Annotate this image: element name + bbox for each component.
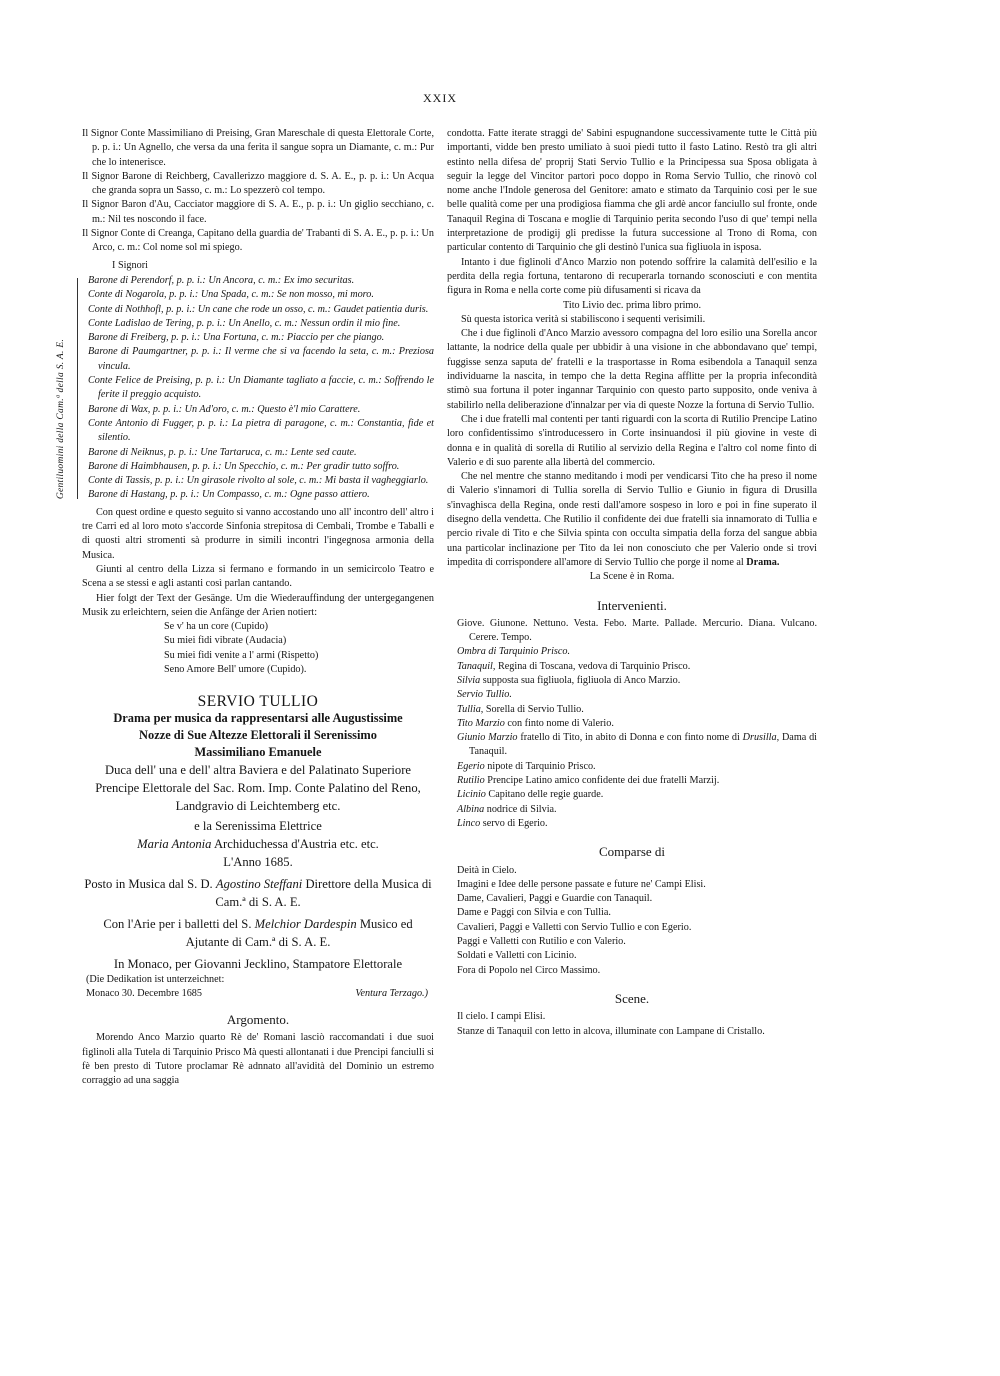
list-item: Egerio nipote di Tarquinio Prisco. (457, 760, 596, 772)
body-paragraph: Che i due fratelli mal contenti per tanti riguardi con la scorta di Rutilio Prencipe Latino loro confidentissimo s'introducessero in Corte insinuandosi il più giovine in veste di donna e in qualità di sorella di Rutilio al servizio della Regina e l'altro col nome finto di Valerio e di suo parente alla libertà del commercio. (447, 413, 817, 468)
dedication-line: Monaco 30. Decembre 1685 Ventura Terzago.) (86, 987, 428, 999)
list-item: Se v' ha un core (Cupido) (164, 621, 268, 633)
list-item: Barone di Haimbhausen, p. p. i.: Un Specchio, c. m.: Per gradir tutto soffro. (88, 460, 400, 472)
list-item: Rutilio Prencipe Latino amico confidente dei due fratelli Marzij. (457, 775, 720, 787)
list-item: Su miei fidi vibrate (Audacia) (164, 635, 287, 647)
signori-heading: I Signori (112, 259, 148, 271)
posto-line: Posto in Musica dal S. D. Agostino Steffani Direttore della Musica di Cam.ª di S. A. E. (84, 876, 432, 909)
drama-bold-word: Drama. (746, 556, 780, 568)
list-item: Imagini e Idee delle persone passate e future ne' Campi Elisi. (457, 878, 706, 890)
gentiluomini-side-label: Gentiluomini della Cam.ª della S. A. E. (56, 338, 66, 500)
list-item: Tanaquil, Regina di Toscana, vedova di Tarquinio Prisco. (457, 660, 691, 672)
list-item: Cavalieri, Paggi e Valletti con Servio Tullio e con Egerio. (457, 921, 692, 933)
arie-line: Con l'Arie per i balletti del S. Melchior Dardespin Musico ed Ajutante di Cam.ª di S. A. E. (103, 916, 413, 949)
list-item: Silvia supposta sua figliuola, figliuola di Anco Marzio. (457, 674, 681, 686)
list-item: Conte di Nogarola, p. p. i.: Una Spada, c. m.: Se non mosso, mi moro. (88, 289, 374, 301)
list-item: Albina nodrice di Silvia. (457, 803, 557, 815)
la-scena: La Scene è in Roma. (589, 571, 675, 583)
list-item: Barone di Neiknus, p. p. i.: Une Tartaruca, c. m.: Lente sed caute. (88, 446, 357, 458)
serenissima-text: e la Serenissima Elettrice (194, 818, 322, 833)
list-item: Stanze di Tanaquil con letto in alcova, illuminate con Lampane di Cristallo. (457, 1025, 765, 1037)
drama-subtitle: Drama per musica da rappresentarsi alle Augustissime (113, 710, 403, 725)
list-item: Conte di Nothhofl, p. p. i.: Un cane che rode un osso, c. m.: Gaudet patientia duris. (88, 303, 429, 315)
intro-paragraph: Il Signor Conte di Creanga, Capitano della guardia de' Trabanti di S. A. E., p. p. i.: Un Arco, c. m.: Col nome sol mi spiego. (82, 228, 434, 254)
list-item: Tito Marzio con finto nome di Valerio. (457, 717, 614, 729)
list-item: Paggi e Valletti con Rutilio e con Valerio. (457, 936, 626, 948)
body-paragraph: Intanto i due figlinoli d'Anco Marzio non potendo soffrire la calamità dell'esilio e la perdita della regia fortuna, tentarono di recuperarla tornando sconosciuti e con mentita figura in Roma e nella corte come più difusamenti si ricava da (447, 256, 817, 297)
argomento-heading: Argomento. (226, 1012, 290, 1028)
comparse-list (447, 864, 817, 978)
body-paragraph: Giunti al centro della Lizza si fermano e formando in un semicircolo Teatro e Scena a se stessi e agli astanti così parlan cantando. (82, 563, 434, 590)
drama-title: SERVIO TULLIO (197, 693, 319, 711)
intervenienti-list (447, 617, 817, 831)
comparse-heading: Comparse di (598, 844, 666, 860)
list-item: Giunio Marzio fratello di Tito, in abito di Donna e con finto nome di Drusilla, Dama di Tanaquil. (457, 732, 818, 758)
body-paragraph: Sù questa istorica verità si stabiliscono i sequenti verisimili. (461, 313, 706, 325)
citation: Tito Livio dec. prima libro primo. (563, 299, 701, 311)
dedication-note: (Die Dedikation ist unterzeichnet: (86, 973, 225, 985)
body-paragraph: Hier folgt der Text der Gesänge. Um die Wiederauffindung der untergegangenen Musik zu erleichtern, seien die Anfänge der Arien notiert: (82, 592, 434, 618)
intro-paragraph: Il Signor Conte Massimiliano di Preising, Gran Mareschale di questa Elettorale Corte, p. p. i.: Un Agnello, che versa da una ferita il sangue sopra un Diamante, c. m.: Pur che lo intenerisce. (82, 128, 434, 168)
list-item: Barone di Paumgartner, p. p. i.: Il verme che si va facendo la seta, c. m.: Preziosa vincula. (88, 346, 434, 372)
drama-subtitle: Massimiliano Emanuele (194, 744, 322, 759)
monaco-text: In Monaco, per Giovanni Jecklino, Stampatore Elettorale (113, 956, 403, 971)
list-item: Giove. Giunone. Nettuno. Vesta. Febo. Marte. Pallade. Mercurio. Diana. Vulcano. Cerere. Tempo. (457, 617, 817, 644)
intro-paragraph: Il Signor Baron d'Au, Cacciator maggiore di S. A. E., p. p. i.: Un giglio secchiano, c. m.: Nil tes noscondo il face. (82, 199, 434, 225)
body-paragraph: Che i due figlinoli d'Anco Marzio avessoro compagna del loro esilio una Sorella ancor lattante, la nodrice della quale per ubbidir à una visione in che abbondavano que' tempi, fuggisse senza saputa de' fratelli e la trasportasse in Roma esibendola a Tanaquil senza individuarne la nascita, in tempo che la detta Regina afflitte per la propria infecondità stimò sua fortuna il poter ingannar Tarquinio con questo parto supposito, onde veniva à stabilirlo nella deliberazione d'innalzar per via di queste Nozze la fortuna di Servio Tullio. (447, 328, 817, 411)
argomento-paragraph: Morendo Anco Marzio quarto Rè de' Romani lasciò raccomandati i due suoi figlinoli alla Tutela di Tarquinio Prisco Mà questi allontanati i due Prencipi fanciulli si fè ben presto di Tutore proclamar Rè adnnato all'avidità del Dominio un estremo corraggio ad una saggia (82, 1032, 434, 1087)
body-paragraph: Che nel mentre che stanno meditando i modi per vendicarsi Tito che ha preso il nome di Valerio s'innamori di Tullia sorella di Servio Tullio e Giunio in figura di Drusilla s'invaghisca della Regina, onde resti dall'amore sospeso in loro e poi in fine superato il disegno della vendetta. Che Rutilio il confidente dei due fratelli sia innamorato di Tullia e percio rivale di Tito e che Silvia spinta con occulta simpatia della forza del sangue abbia una particolar inclinazione per Tito da lei non conosciuto che per Valerio onde si trovi impedita di corrispondere all'amore di Servio Tullio che porge il nome al Drama. (447, 471, 817, 568)
list-item: Dame, Cavalieri, Paggi e Guardie con Tanaquil. (457, 893, 653, 905)
list-item: Seno Amore Bell' umore (Cupido). (164, 663, 307, 675)
intervenienti-heading: Intervenienti. (597, 597, 667, 613)
body-paragraph: Con quest ordine e questo seguito si vanno accostando uno all' incontro dell' altro i tre Carri ed al loro moto s'accorde Sinfonia strepitosa di Cembali, Trombe e Taballi e di quosti altri stromenti sà produrre in simili incontri l'ingegnosa armonia della Musica. (82, 506, 434, 561)
list-item: Licinio Capitano delle regie guarde. (457, 789, 604, 801)
intro-paragraph: Il Signor Barone di Reichberg, Cavallerizzo maggiore d. S. A. E., p. p. i.: Un Acqua che granda sopra un Sasso, c. m.: Lo spezzerò col tempo. (82, 170, 434, 197)
list-item: Tullia, Sorella di Servio Tullio. (457, 703, 584, 715)
page-number: XXIX (423, 91, 457, 105)
list-item: Barone di Hastang, p. p. i.: Un Compasso, c. m.: Ogne passo attiero. (88, 489, 370, 501)
composer-name: Agostino Steffani (215, 876, 303, 891)
scene-heading: Scene. (614, 990, 650, 1006)
list-item: Dame e Paggi con Silvia e con Tullia. (457, 907, 611, 919)
body-paragraph: condotta. Fatte iterate straggi de' Sabini espugnandone successivamente tutte le Città più importanti, vidde ben presto umiliato à suoi piedi tutto il fasto Latino. Restò tra gli altri estinto nella difesa de' proprij Stati Servio Tullio e la Principessa sua Sposa obligata à seguir la legge del Vincitor partorì poco doppo in Roma Servio Tullio, che rinovò col nome anche l'Indole generosa del Genitore: amato e stimato da Tarquinio così per le sue belle qualità come per una prodigiosa fiamma che gli ardè ancor fanciullo sul fronte, onde Tanaquil Regina di Toscana e moglie di Tarquinio perita secondo l'uso di que' tempi nella interpretazione de prodigij gli predisse la futura successione al Trono di Roma, con particular contento di Tarquinio che gli destinò l'unica sua figliuola in isposa. (447, 128, 817, 254)
anno-text: L'Anno 1685. (223, 854, 293, 869)
brace-line (77, 278, 78, 499)
list-item: Conte Ladislao de Tering, p. p. i.: Un Anello, c. m.: Nessun ordin il mio fine. (88, 317, 401, 329)
list-item: Il cielo. I campi Elisi. (457, 1011, 546, 1023)
list-item: Servio Tullio. (457, 689, 512, 701)
right-column (447, 127, 817, 1039)
choreographer-name: Melchior Dardespin (254, 916, 357, 931)
scene-list (447, 1010, 817, 1039)
gentiluomini-list (56, 274, 434, 503)
list-item: Barone di Perendorf, p. p. i.: Un Ancora, c. m.: Ex imo securitas. (88, 274, 355, 286)
maria-rest: Archiduchessa d'Austria etc. etc. (213, 836, 379, 851)
list-item: Barone di Wax, p. p. i.: Un Ad'oro, c. m.: Questo è'l mio Carattere. (88, 403, 361, 415)
list-item: Linco servo di Egerio. (457, 817, 548, 829)
arie-list (164, 620, 434, 677)
list-item: Su miei fidi venite a l' armi (Rispetto) (164, 649, 319, 661)
list-item: Conte Felice de Preising, p. p. i.: Un Diamante tagliato a faccie, c. m.: Soffrendo le ferite il preggio acquisto. (88, 375, 434, 401)
list-item: Conte Antonio di Fugger, p. p. i.: La pietra di paragone, c. m.: Constantia, fide et silentio. (88, 417, 434, 444)
list-item: Fora di Popolo nel Circo Massimo. (457, 964, 601, 976)
left-column (56, 127, 434, 1089)
maria-name: Maria Antonia (137, 836, 212, 851)
list-item: Barone di Freiberg, p. p. i.: Una Fortuna, c. m.: Piaccio per che piango. (88, 332, 385, 344)
list-item: Deità in Cielo. (457, 864, 517, 876)
maria-line (82, 835, 434, 853)
duca-text: Duca dell' una e dell' altra Baviera e del Palatinato Superiore Prencipe Elettorale del Sac. Rom. Imp. Conte Palatino del Reno, Landgravio di Leichtemberg etc. (95, 762, 421, 813)
list-item: Soldati e Valletti con Licinio. (457, 950, 577, 962)
list-item: Conte di Tassis, p. p. i.: Un girasole rivolto al sole, c. m.: Mi basta il vagheggiarlo. (88, 475, 429, 487)
drama-subtitle: Nozze di Sue Altezze Elettorali il Serenissimo (139, 727, 377, 742)
list-item: Ombra di Tarquinio Prisco. (457, 646, 571, 658)
